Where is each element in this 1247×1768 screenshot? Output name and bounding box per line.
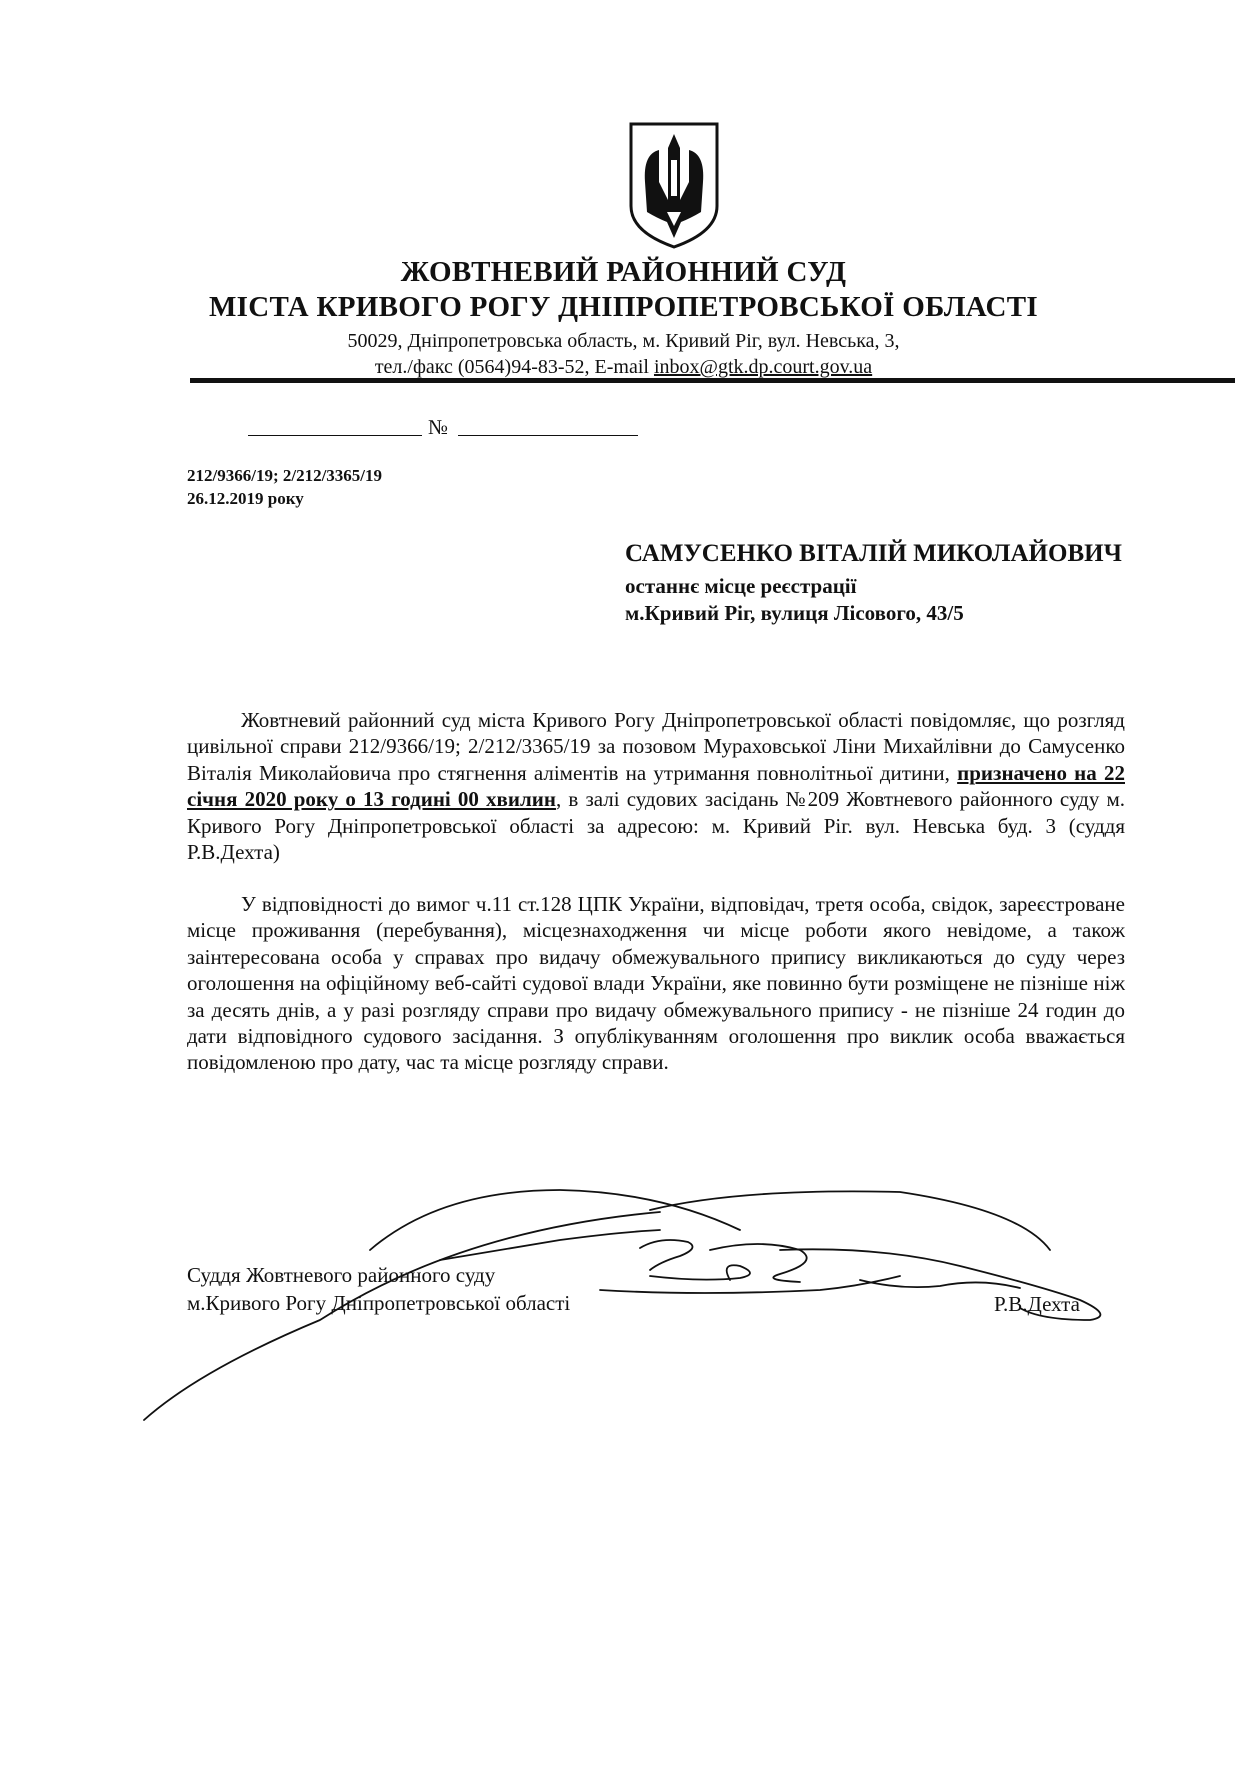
legal-paragraph: У відповідності до вимог ч.11 ст.128 ЦПК України, відповідач, третя особа, свідок, зареєстроване місце проживання (перебування), місцезнаходження чи місце роботи якого невідоме, а також заінтересована особа у справах про видачу обмежувального припису викликаються до суду через оголошення на офіційному веб-сайті судової влади України, яке повинно бути розміщене не пізніше ніж за десять днів, а у разі розгляду справи про видачу обмежувального припису - не пізніше 24 годин до дати відповідного судового засідання. З опублікуванням оголошення про виклик особа вважається повідомленою про дату, час та місце розгляду справи. (187, 892, 1125, 1075)
coat-of-arms-icon (627, 120, 721, 250)
notice-paragraph: Жовтневий районний суд міста Кривого Рогу Дніпропетровської області повідомляє, що розгляд цивільної справи 212/9366/19; 2/212/3365/19 за позовом Мураховської Ліни Михайлівни до Самусенко Віталія Миколайовича про стягнення аліментів на утримання повнолітньої дитини, призначено на 22 січня 2020 року о 13 годині 00 хвилин, в залі судових засідань №209 Жовтневого районного суду м. Кривого Рогу Дніпропетровської області за адресою: м. Кривий Ріг. вул. Невська буд. 3 (суддя Р.В.Дехта) (187, 708, 1126, 865)
letter-date: 26.12.2019 року (187, 489, 304, 508)
court-name-line1: ЖОВТНЕВИЙ РАЙОННИЙ СУД (400, 256, 847, 288)
signer-title-line1: Суддя Жовтневого районного суду (187, 1263, 496, 1287)
signer-title-line2: м.Кривого Рогу Дніпропетровської області (187, 1291, 571, 1315)
court-contacts (0, 356, 1247, 379)
case-numbers: 212/9366/19; 2/212/3365/19 (187, 466, 383, 485)
email-link[interactable]: inbox@gtk.dp.court.gov.ua (653, 356, 873, 378)
recipient-name: САМУСЕНКО ВІТАЛІЙ МИКОЛАЙОВИЧ (625, 540, 1122, 567)
header-rule (190, 378, 1235, 383)
recipient-address: м.Кривий Ріг, вулиця Лісового, 43/5 (625, 601, 964, 625)
recipient-registration-label: останнє місце реєстрації (625, 574, 857, 598)
court-address: 50029, Дніпропетровська область, м. Кривий Ріг, вул. Невська, 3, (347, 330, 900, 352)
number-sign: № (428, 415, 449, 439)
outgoing-number-line (248, 415, 638, 439)
signer-name: Р.В.Дехта (994, 1292, 1080, 1316)
court-name-line2: МІСТА КРИВОГО РОГУ ДНІПРОПЕТРОВСЬКОЇ ОБЛАСТІ (208, 291, 1039, 323)
handwritten-signature-icon (140, 1170, 1120, 1430)
hearing-date: призначено на 22 січня 2020 року о 13 годині 00 хвилин (187, 760, 1125, 812)
phone-fax: тел./факс (0564)94-83-52, E-mail (374, 356, 654, 378)
